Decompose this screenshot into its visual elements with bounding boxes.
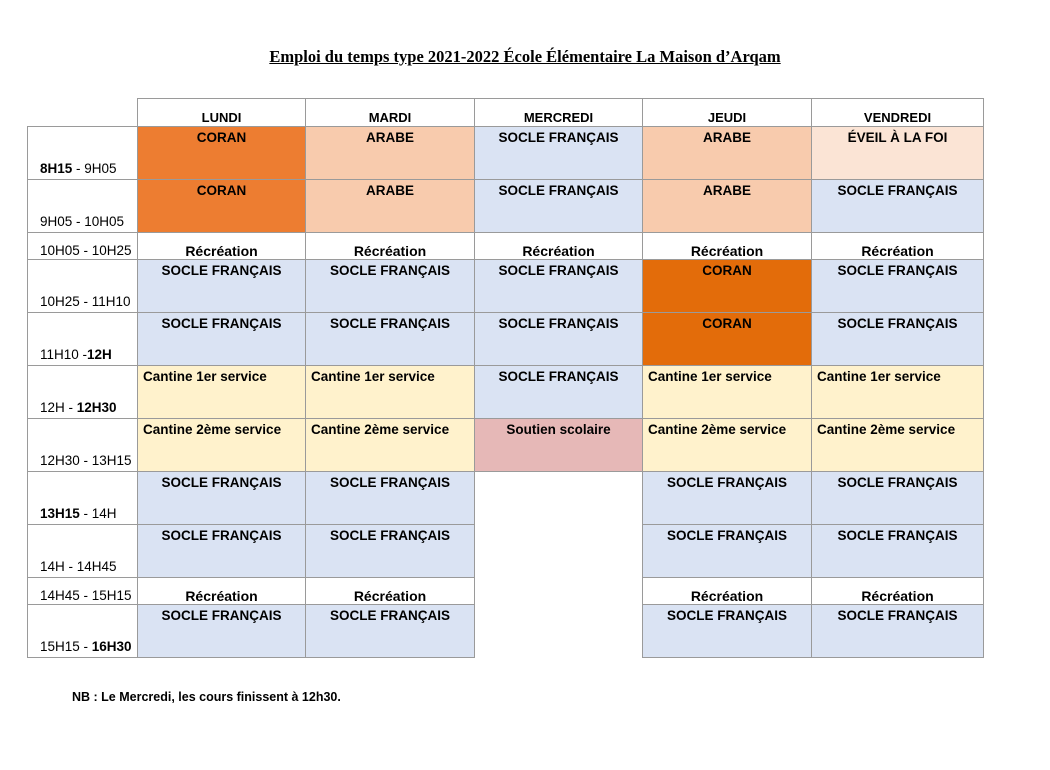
time-slot-text: - 9H05 bbox=[72, 161, 117, 176]
lesson-cell: SOCLE FRANÇAIS bbox=[305, 471, 475, 525]
lesson-cell: SOCLE FRANÇAIS bbox=[811, 312, 984, 366]
day-header-lundi: LUNDI bbox=[137, 98, 306, 127]
time-slot-label bbox=[27, 418, 138, 472]
time-slot-label bbox=[27, 577, 138, 605]
lesson-cell: Cantine 1er service bbox=[642, 365, 812, 419]
lesson-cell: SOCLE FRANÇAIS bbox=[811, 604, 984, 658]
lesson-cell: ÉVEIL À LA FOI bbox=[811, 126, 984, 180]
lesson-cell: Soutien scolaire bbox=[474, 418, 643, 472]
lesson-cell: SOCLE FRANÇAIS bbox=[474, 365, 643, 419]
lesson-cell: Récréation bbox=[305, 577, 475, 605]
lesson-cell: Récréation bbox=[305, 232, 475, 260]
lesson-cell: Récréation bbox=[642, 577, 812, 605]
lesson-cell: SOCLE FRANÇAIS bbox=[642, 524, 812, 578]
time-slot-text: 15H15 - bbox=[40, 639, 92, 654]
time-slot-text: 12H - bbox=[40, 400, 77, 415]
lesson-cell: Cantine 2ème service bbox=[811, 418, 984, 472]
time-slot-text: 14H45 - 15H15 bbox=[40, 588, 132, 603]
lesson-cell: CORAN bbox=[137, 126, 306, 180]
lesson-cell: SOCLE FRANÇAIS bbox=[811, 179, 984, 233]
lesson-cell: Récréation bbox=[811, 232, 984, 260]
lesson-cell: Cantine 2ème service bbox=[137, 418, 306, 472]
lesson-cell: Récréation bbox=[811, 577, 984, 605]
lesson-cell: Cantine 1er service bbox=[137, 365, 306, 419]
lesson-cell: SOCLE FRANÇAIS bbox=[474, 179, 643, 233]
time-slot-label bbox=[27, 179, 138, 233]
lesson-cell: SOCLE FRANÇAIS bbox=[474, 126, 643, 180]
lesson-cell: SOCLE FRANÇAIS bbox=[137, 604, 306, 658]
time-slot-text: 12H30 bbox=[76, 400, 117, 415]
lesson-cell: SOCLE FRANÇAIS bbox=[305, 259, 475, 313]
time-slot-label bbox=[27, 524, 138, 578]
lesson-cell: Récréation bbox=[474, 232, 643, 260]
lesson-cell: CORAN bbox=[642, 259, 812, 313]
lesson-cell: Cantine 2ème service bbox=[642, 418, 812, 472]
time-slot-text: 9H05 - 10H05 bbox=[40, 214, 125, 229]
time-slot-label bbox=[27, 365, 138, 419]
day-header-mardi: MARDI bbox=[305, 98, 475, 127]
lesson-cell: SOCLE FRANÇAIS bbox=[811, 259, 984, 313]
lesson-cell: SOCLE FRANÇAIS bbox=[642, 604, 812, 658]
lesson-cell: Récréation bbox=[137, 232, 306, 260]
lesson-cell: Cantine 2ème service bbox=[305, 418, 475, 472]
lesson-cell: SOCLE FRANÇAIS bbox=[137, 471, 306, 525]
lesson-cell: CORAN bbox=[642, 312, 812, 366]
time-slot-label bbox=[27, 312, 138, 366]
page-title: Emploi du temps type 2021-2022 École Élémentaire La Maison d’Arqam bbox=[269, 47, 781, 66]
lesson-cell: Récréation bbox=[642, 232, 812, 260]
time-slot-text: 10H25 - 11H10 bbox=[40, 294, 131, 309]
lesson-cell: CORAN bbox=[137, 179, 306, 233]
footnote: NB : Le Mercredi, les cours finissent à 12h30. bbox=[72, 690, 341, 704]
lesson-cell: SOCLE FRANÇAIS bbox=[642, 471, 812, 525]
lesson-cell: ARABE bbox=[305, 179, 475, 233]
time-slot-text: 16H30 bbox=[91, 639, 132, 654]
time-slot-label bbox=[27, 259, 138, 313]
time-slot-text: 12H bbox=[87, 347, 112, 362]
time-slot-text: 8H15 bbox=[40, 161, 73, 176]
time-slot-text: 11H10 - bbox=[40, 347, 88, 362]
lesson-cell: SOCLE FRANÇAIS bbox=[305, 604, 475, 658]
time-slot-label bbox=[27, 471, 138, 525]
time-slot-label bbox=[27, 126, 138, 180]
day-header-jeudi: JEUDI bbox=[642, 98, 812, 127]
time-slot-label bbox=[27, 232, 138, 260]
lesson-cell: SOCLE FRANÇAIS bbox=[137, 524, 306, 578]
lesson-cell: SOCLE FRANÇAIS bbox=[811, 524, 984, 578]
lesson-cell: Cantine 1er service bbox=[305, 365, 475, 419]
lesson-cell: ARABE bbox=[642, 126, 812, 180]
lesson-cell: SOCLE FRANÇAIS bbox=[305, 524, 475, 578]
lesson-cell: ARABE bbox=[642, 179, 812, 233]
day-header-vendredi: VENDREDI bbox=[811, 98, 984, 127]
lesson-cell: Récréation bbox=[137, 577, 306, 605]
time-slot-text: 14H - 14H45 bbox=[40, 559, 117, 574]
time-slot-text: 13H15 bbox=[40, 506, 80, 521]
lesson-cell: SOCLE FRANÇAIS bbox=[811, 471, 984, 525]
time-slot-text: - 14H bbox=[79, 506, 117, 521]
lesson-cell: Cantine 1er service bbox=[811, 365, 984, 419]
time-slot-text: 10H05 - 10H25 bbox=[40, 243, 132, 258]
lesson-cell: SOCLE FRANÇAIS bbox=[474, 259, 643, 313]
lesson-cell: SOCLE FRANÇAIS bbox=[305, 312, 475, 366]
lesson-cell: SOCLE FRANÇAIS bbox=[137, 312, 306, 366]
lesson-cell: ARABE bbox=[305, 126, 475, 180]
time-slot-label bbox=[27, 604, 138, 658]
lesson-cell: SOCLE FRANÇAIS bbox=[137, 259, 306, 313]
lesson-cell: SOCLE FRANÇAIS bbox=[474, 312, 643, 366]
time-slot-text: 12H30 - 13H15 bbox=[40, 453, 132, 468]
day-header-mercredi: MERCREDI bbox=[474, 98, 643, 127]
